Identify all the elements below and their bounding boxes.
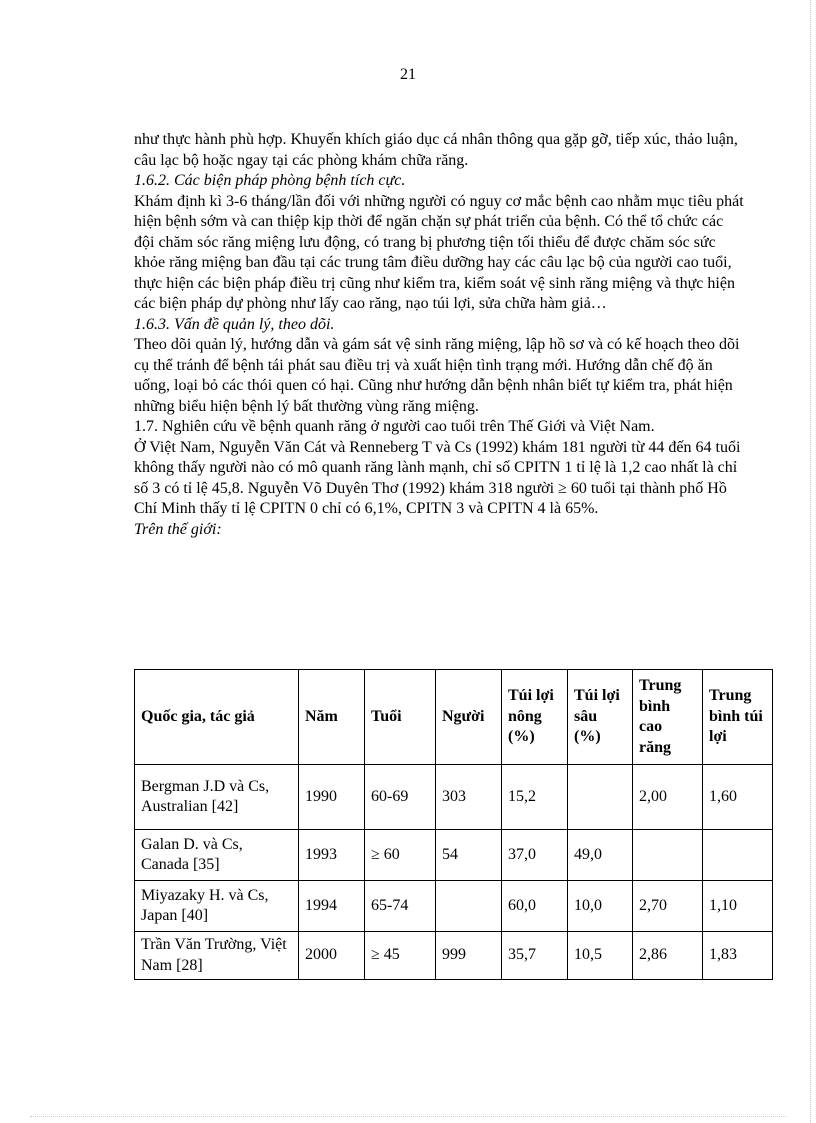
table-cell: 1993 [299,830,365,881]
table-cell: 1,10 [703,881,773,932]
header-cell: Tuổi [365,670,436,765]
study-table [134,669,773,980]
table-cell: 2,86 [633,932,703,980]
table-cell: Bergman J.D và Cs, Australian [42] [135,765,299,830]
table-cell: Miyazaky H. và Cs, Japan [40] [135,881,299,932]
table-cell [633,830,703,881]
body-text [134,130,744,540]
page-edge-right [810,0,811,1123]
table-cell: 1,83 [703,932,773,980]
table-cell: 2,70 [633,881,703,932]
table-header-row [135,670,773,765]
table-row [135,881,773,932]
table-cell: 1994 [299,881,365,932]
header-cell: Túi lợi nông (%) [502,670,568,765]
header-cell: Trung bình túi lợi [703,670,773,765]
table-row [135,765,773,830]
table-cell: ≥ 60 [365,830,436,881]
header-cell: Năm [299,670,365,765]
table-cell: 35,7 [502,932,568,980]
header-cell: Trung bình cao răng [633,670,703,765]
heading-1-6-2: 1.6.2. Các biện pháp phòng bệnh tích cực. [134,172,406,189]
heading-1-7: 1.7. Nghiên cứu về bệnh quanh răng ở người cao tuổi trên Thế Giới và Việt Nam. [134,418,655,435]
paragraph-management: Theo dõi quản lý, hướng dẫn và gám sát vệ sinh răng miệng, lập hồ sơ và có kế hoạch theo dõi cụ thể tránh để bệnh tái phát sau điều trị và xuất hiện tình trạng mới. Hướng dẫn chế độ ăn uống, loại bỏ các thói quen có hại. Cũng như hướng dẫn bệnh nhân biết tự kiểm tra, phát hiện những biểu hiện bệnh lý bất thường vùng răng miệng. [134,336,740,415]
table-cell [436,881,502,932]
table-cell: 49,0 [568,830,633,881]
paragraph-vietnam-studies: Ở Việt Nam, Nguyễn Văn Cát và Renneberg T và Cs (1992) khám 181 người từ 44 đến 64 tuổi không thấy người nào có mô quanh răng lành mạnh, chỉ số CPITN 1 tỉ lệ là 1,2 cao nhất là chỉ số 3 có tỉ lệ 45,8. Nguyễn Võ Duyên Thơ (1992) khám 318 người ≥ 60 tuổi tại thành phố Hồ Chí Minh thấy tỉ lệ CPITN 0 chỉ có 6,1%, CPITN 3 và CPITN 4 là 65%. [134,438,741,517]
table-cell: 303 [436,765,502,830]
table-cell: 1,60 [703,765,773,830]
header-cell: Quốc gia, tác giả [135,670,299,765]
table-cell: 60,0 [502,881,568,932]
page-edge-bottom [30,1116,786,1117]
table-cell: 65-74 [365,881,436,932]
header-cell: Người [436,670,502,765]
table-cell: 999 [436,932,502,980]
paragraph-prevention: Khám định kì 3-6 tháng/lần đối với những người có nguy cơ mắc bệnh cao nhằm mục tiêu phát hiện bệnh sớm và can thiệp kịp thời để ngăn chặn sự phát triển của bệnh. Có thể tổ chức các đội chăm sóc răng miệng lưu động, có trang bị phương tiện tối thiểu để được chăm sóc sức khỏe răng miệng ban đầu tại các trung tâm điều dưỡng hay các câu lạc bộ của người cao tuổi, thực hiện các biện pháp điều trị cũng như kiểm tra, kiểm soát vệ sinh răng miệng và thực hiện các biện pháp dự phòng như lấy cao răng, nạo túi lợi, sửa chữa hàm giả… [134,192,744,312]
table-cell: Galan D. và Cs, Canada [35] [135,830,299,881]
table-cell [568,765,633,830]
table-cell: 2000 [299,932,365,980]
heading-1-6-3: 1.6.3. Vấn đề quản lý, theo dõi. [134,315,335,333]
header-cell: Túi lợi sâu (%) [568,670,633,765]
table-cell: 10,5 [568,932,633,980]
paragraph-intro: như thực hành phù hợp. Khuyến khích giáo dục cá nhân thông qua gặp gỡ, tiếp xúc, thảo luận, câu lạc bộ hoặc ngay tại các phòng khám chữa răng. [134,131,738,169]
table-row [135,830,773,881]
table-cell [703,830,773,881]
table-cell: 15,2 [502,765,568,830]
world-subheading: Trên thế giới: [134,520,222,538]
table-cell: 37,0 [502,830,568,881]
table-cell: 10,0 [568,881,633,932]
page-number: 21 [400,66,416,83]
table-cell: 54 [436,830,502,881]
table-cell: ≥ 45 [365,932,436,980]
table-cell: 2,00 [633,765,703,830]
table-cell: Trần Văn Trường, Việt Nam [28] [135,932,299,980]
table-cell: 1990 [299,765,365,830]
table-row [135,932,773,980]
table-cell: 60-69 [365,765,436,830]
